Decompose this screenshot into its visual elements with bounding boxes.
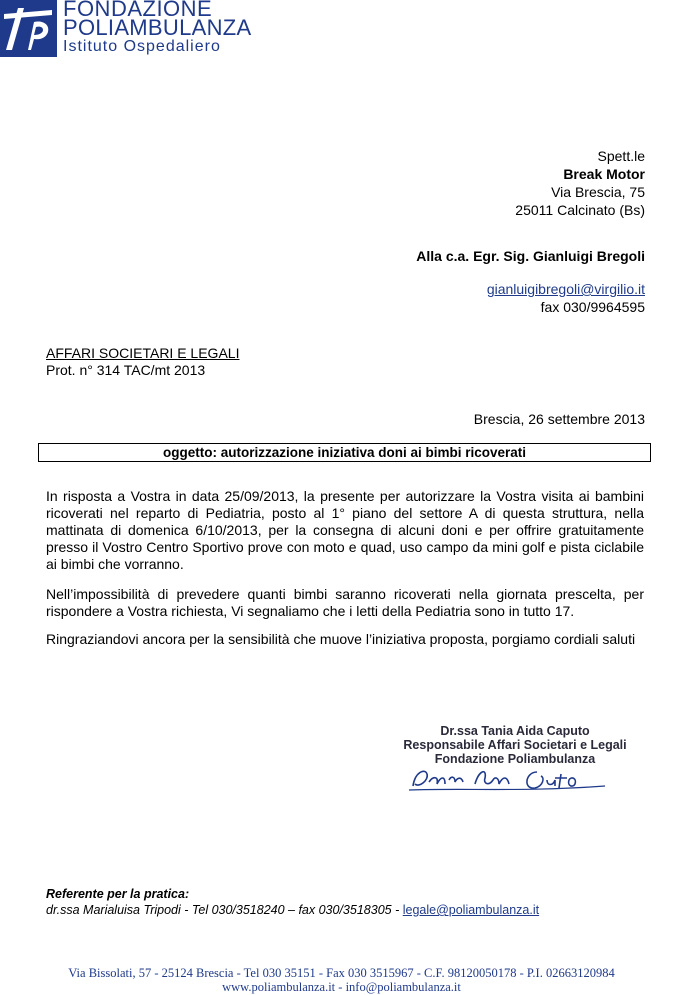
organization-name xyxy=(63,0,252,56)
reference-label: Referente per la pratica: xyxy=(46,887,190,901)
body-paragraph-2-text: Nell’impossibilità di prevedere quanti bimbi saranno ricoverati nella giornata prescelta, per rispondere a Vostra richiesta, Vi segnaliamo che i letti della Pediatria sono in tutto 17. xyxy=(46,586,644,619)
org-line-1: FONDAZIONE xyxy=(63,0,213,21)
org-line-2: POLIAMBULANZA xyxy=(63,15,252,40)
reference-email-link[interactable]: legale@poliambulanza.it xyxy=(402,903,540,917)
signature-block xyxy=(380,724,650,766)
recipient-attention: Alla c.a. Egr. Sig. Gianluigi Bregoli xyxy=(416,248,645,264)
recipient-address xyxy=(515,147,645,219)
footer-web: www.poliambulanza.it - info@poliambulanza.it xyxy=(222,980,461,994)
protocol-number: Prot. n° 314 TAC/mt 2013 xyxy=(46,362,206,378)
recipient-fax: fax 030/9964595 xyxy=(540,299,645,315)
recipient-city: 25011 Calcinato (Bs) xyxy=(515,202,645,218)
handwritten-signature xyxy=(405,762,615,794)
org-line-3: Istituto Ospedaliero xyxy=(63,38,221,55)
reference-details xyxy=(46,902,539,918)
signatory-role: Responsabile Affari Societari e Legali xyxy=(403,738,627,752)
letter-date: Brescia, 26 settembre 2013 xyxy=(473,411,645,427)
poliambulanza-logo-icon xyxy=(0,0,57,57)
body-paragraph-3 xyxy=(46,631,644,648)
reference-block xyxy=(46,886,539,918)
recipient-contacts xyxy=(487,280,645,316)
subject-box xyxy=(38,443,651,462)
body-paragraph-2 xyxy=(46,586,644,620)
body-paragraph-1-text: In risposta a Vostra in data 25/09/2013, la presente per autorizzare la Vostra visita ai bambini ricoverati nel reparto di Pediatria, posto al 1° piano del settore A di questa struttura, nella mattinata di domenica 6/10/2013, per la consegna di alcuni doni e per offrire gratuitamente presso il Vostro Centro Sportivo prove con moto e quad, uso campo da mini golf e pista ciclabile ai bimbi che vorranno. xyxy=(46,488,644,572)
footer-address: Via Bissolati, 57 - 25124 Brescia - Tel 030 35151 - Fax 030 3515967 - C.F. 98120050178 - P.I. 02663120984 xyxy=(68,966,615,980)
signatory-name: Dr.ssa Tania Aida Caputo xyxy=(440,724,590,738)
body-paragraph-3-text: Ringraziandovi ancora per la sensibilità che muove l’iniziativa proposta, porgiamo cordiali saluti xyxy=(46,631,636,647)
reference-contact: dr.ssa Marialuisa Tripodi - Tel 030/3518240 – fax 030/3518305 - xyxy=(46,903,400,917)
department-name: AFFARI SOCIETARI E LEGALI xyxy=(46,345,240,361)
department-block xyxy=(46,345,239,379)
recipient-email-link[interactable]: gianluigibregoli@virgilio.it xyxy=(486,281,645,297)
subject-text: oggetto: autorizzazione iniziativa doni ai bimbi ricoverati xyxy=(162,445,527,460)
recipient-street: Via Brescia, 75 xyxy=(551,184,645,200)
recipient-salutation: Spett.le xyxy=(597,148,645,164)
body-paragraph-1 xyxy=(46,488,644,573)
recipient-company: Break Motor xyxy=(563,166,645,182)
signatory-org: Fondazione Poliambulanza xyxy=(434,752,596,766)
